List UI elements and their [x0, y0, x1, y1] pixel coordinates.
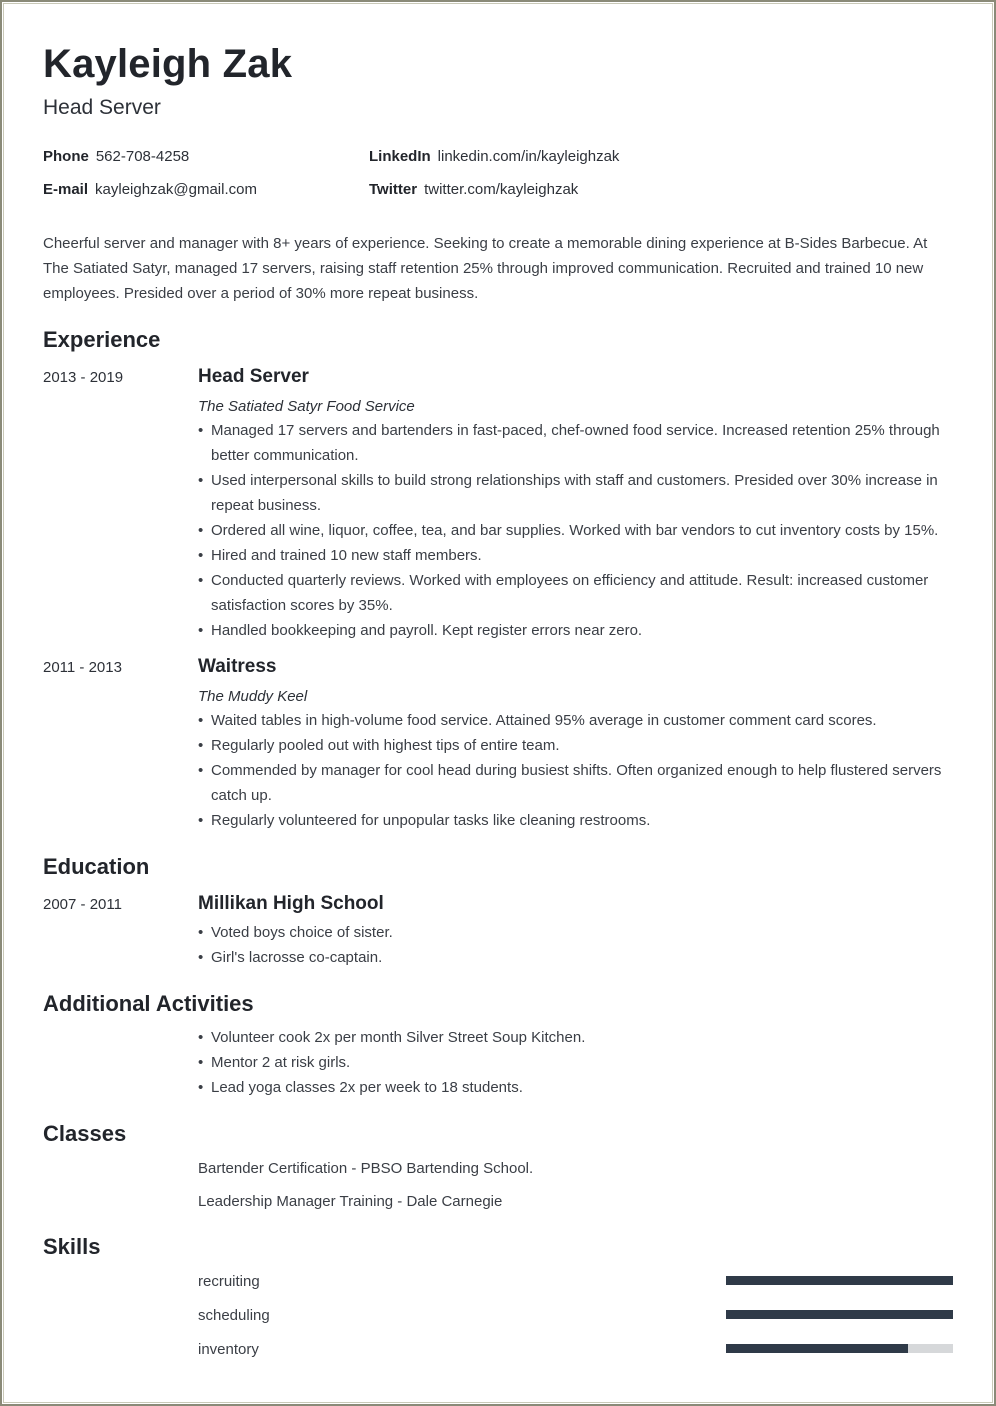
email-label: E-mail: [43, 181, 89, 198]
list-item: • Regularly volunteered for unpopular tasks like cleaning restrooms.: [198, 808, 950, 833]
list-item: • Hired and trained 10 new staff members.: [198, 543, 950, 568]
linkedin-label: LinkedIn: [369, 148, 431, 165]
phone-label: Phone: [43, 148, 89, 165]
summary-paragraph: Cheerful server and manager with 8+ years of experience. Seeking to create a memorable dining experience at B-Sides Barbecue. At The Satiated Satyr, managed 17 servers, raising staff retention 25% through improved communication. Recruited and trained 10 new employees. Presided over a period of 30% more repeat business.: [43, 235, 928, 302]
linkedin-value: linkedin.com/in/kayleighzak: [437, 148, 620, 165]
skill-level-bar: [726, 1310, 953, 1319]
contact-linkedin: [369, 148, 619, 165]
section-heading-skills: Skills: [43, 1234, 101, 1259]
job-title: Waitress: [198, 656, 277, 677]
list-item: • Volunteer cook 2x per month Silver Street Soup Kitchen.: [198, 1025, 950, 1050]
twitter-value: twitter.com/kayleighzak: [424, 181, 579, 198]
education-dates: 2007 - 2011: [43, 896, 122, 913]
list-item: • Conducted quarterly reviews. Worked with employees on efficiency and attitude. Result: increased customer satisfaction scores by 35%.: [198, 568, 950, 618]
list-item: • Voted boys choice of sister.: [198, 920, 950, 945]
section-heading-experience: Experience: [43, 327, 161, 352]
list-item: • Used interpersonal skills to build strong relationships with staff and customers. Presided over 30% increase in repeat business.: [198, 468, 950, 518]
list-item: • Commended by manager for cool head during busiest shifts. Often organized enough to help flustered servers catch up.: [198, 758, 950, 808]
skill-level-fill: [726, 1310, 953, 1319]
school-name: Millikan High School: [198, 893, 384, 914]
section-heading-activities: Additional Activities: [43, 991, 254, 1016]
job-bullets: [198, 418, 950, 643]
skill-level-fill: [726, 1344, 908, 1353]
skill-level-bar: [726, 1344, 953, 1353]
list-item: • Lead yoga classes 2x per week to 18 students.: [198, 1075, 950, 1100]
section-heading-education: Education: [43, 854, 150, 879]
class-item: Leadership Manager Training - Dale Carnegie: [198, 1193, 503, 1210]
twitter-label: Twitter: [369, 181, 418, 198]
job-dates: 2011 - 2013: [43, 659, 122, 676]
job-dates: 2013 - 2019: [43, 369, 124, 386]
class-item: Bartender Certification - PBSO Bartending School.: [198, 1160, 534, 1177]
candidate-name: Kayleigh Zak: [43, 42, 293, 86]
list-item: • Regularly pooled out with highest tips of entire team.: [198, 733, 950, 758]
skill-level-fill: [726, 1276, 953, 1285]
skill-name: inventory: [198, 1341, 259, 1358]
education-bullets: [198, 920, 950, 970]
job-company: The Muddy Keel: [198, 688, 308, 705]
activities-bullets: [198, 1025, 950, 1100]
list-item: • Managed 17 servers and bartenders in fast-paced, chef-owned food service. Increased retention 25% through better communication.: [198, 418, 950, 468]
skill-level-bar: [726, 1276, 953, 1285]
section-heading-classes: Classes: [43, 1121, 127, 1146]
contact-email: [43, 181, 257, 198]
contact-twitter: [369, 181, 578, 198]
email-value: kayleighzak@gmail.com: [95, 181, 257, 198]
list-item: • Ordered all wine, liquor, coffee, tea, and bar supplies. Worked with bar vendors to cut inventory costs by 15%.: [198, 518, 950, 543]
phone-value: 562-708-4258: [95, 148, 190, 165]
list-item: • Handled bookkeeping and payroll. Kept register errors near zero.: [198, 618, 950, 643]
list-item: • Waited tables in high-volume food service. Attained 95% average in customer comment card scores.: [198, 708, 950, 733]
job-title: Head Server: [198, 366, 309, 387]
list-item: • Mentor 2 at risk girls.: [198, 1050, 950, 1075]
job-bullets: [198, 708, 950, 833]
candidate-title: Head Server: [43, 96, 161, 119]
job-company: The Satiated Satyr Food Service: [198, 398, 415, 415]
skill-name: recruiting: [198, 1273, 260, 1290]
list-item: • Girl's lacrosse co-captain.: [198, 945, 950, 970]
contact-phone: [43, 148, 189, 165]
skill-name: scheduling: [198, 1307, 270, 1324]
